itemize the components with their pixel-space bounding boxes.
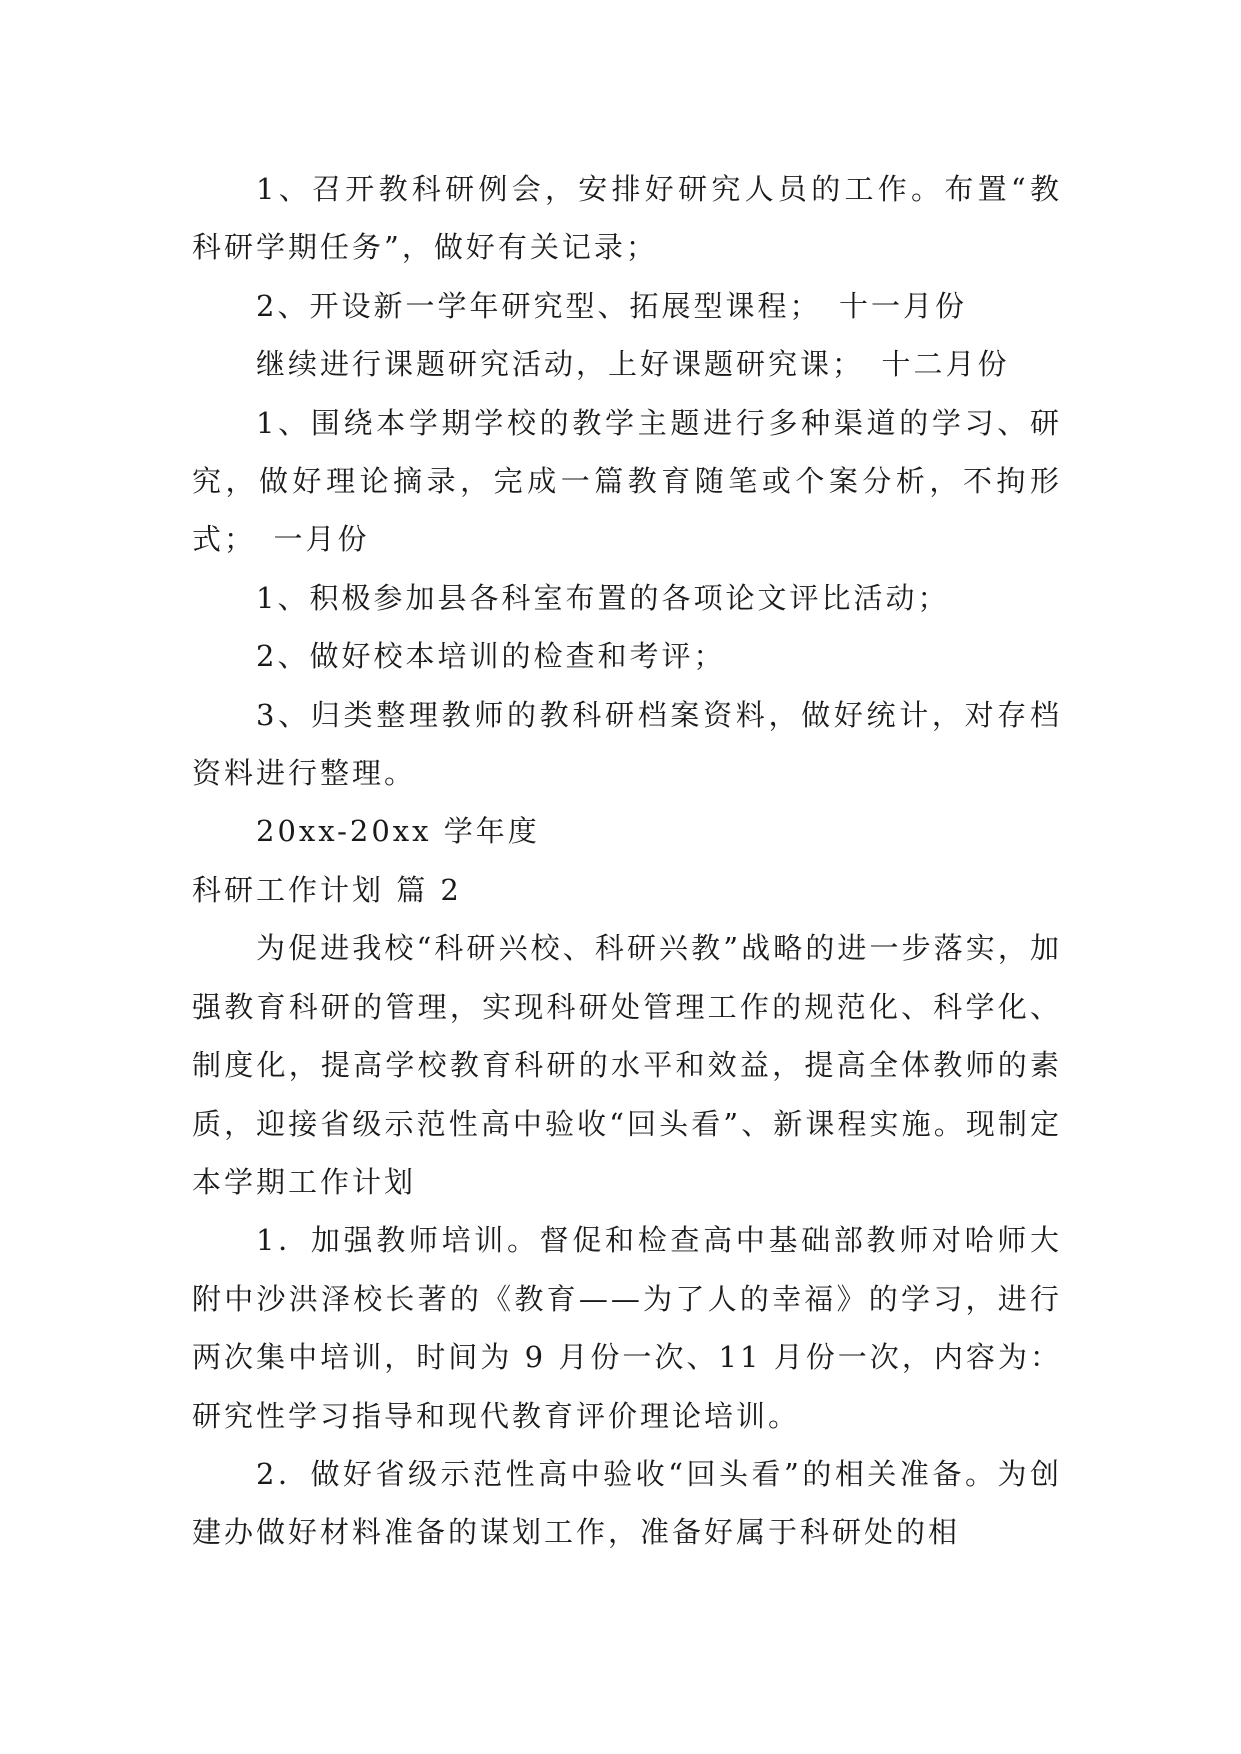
paragraph-intro: 为促进我校“科研兴校、科研兴教”战略的进一步落实，加强教育科研的管理，实现科研处管理工作的规范化、科学化、制度化，提高学校教育科研的水平和效益，提高全体教师的素质，迎接省级示范性高中验收“回头看”、新课程实施。现制定本学期工作计划 [192,931,1062,1199]
paragraph-1: 1、召开教科研例会，安排好研究人员的工作。布置“教科研学期任务”，做好有关记录； [192,172,1062,265]
paragraph-2: 2、开设新一学年研究型、拓展型课程； 十一月份 [256,288,967,323]
paragraph-5: 1、积极参加县各科室布置的各项论文评比活动； [256,580,950,615]
paragraph-3: 继续进行课题研究活动，上好课题研究课； 十二月份 [256,347,1010,382]
section-heading: 科研工作计划 篇 2 [192,872,462,907]
paragraph-item-1: 1．加强教师培训。督促和检查高中基础部教师对哈师大附中沙洪泽校长著的《教育——为了人的幸福》的学习，进行两次集中培训，时间为 9 月份一次、11 月份一次，内容为：研究性学习指导和现代教育评价理论培训。 [192,1223,1062,1433]
paragraph-4: 1、围绕本学期学校的教学主题进行多种渠道的学习、研究，做好理论摘录，完成一篇教育随笔或个案分析，不拘形式； 一月份 [192,405,1062,557]
document-page [192,160,1062,1562]
paragraph-7: 3、归类整理教师的教科研档案资料，做好统计，对存档资料进行整理。 [192,697,1062,791]
academic-year-line: 20xx-20xx 学年度 [256,814,540,849]
paragraph-6: 2、做好校本培训的检查和考评； [256,639,726,674]
paragraph-item-2: 2．做好省级示范性高中验收“回头看”的相关准备。为创建办做好材料准备的谋划工作，准备好属于科研处的相 [192,1456,1062,1550]
